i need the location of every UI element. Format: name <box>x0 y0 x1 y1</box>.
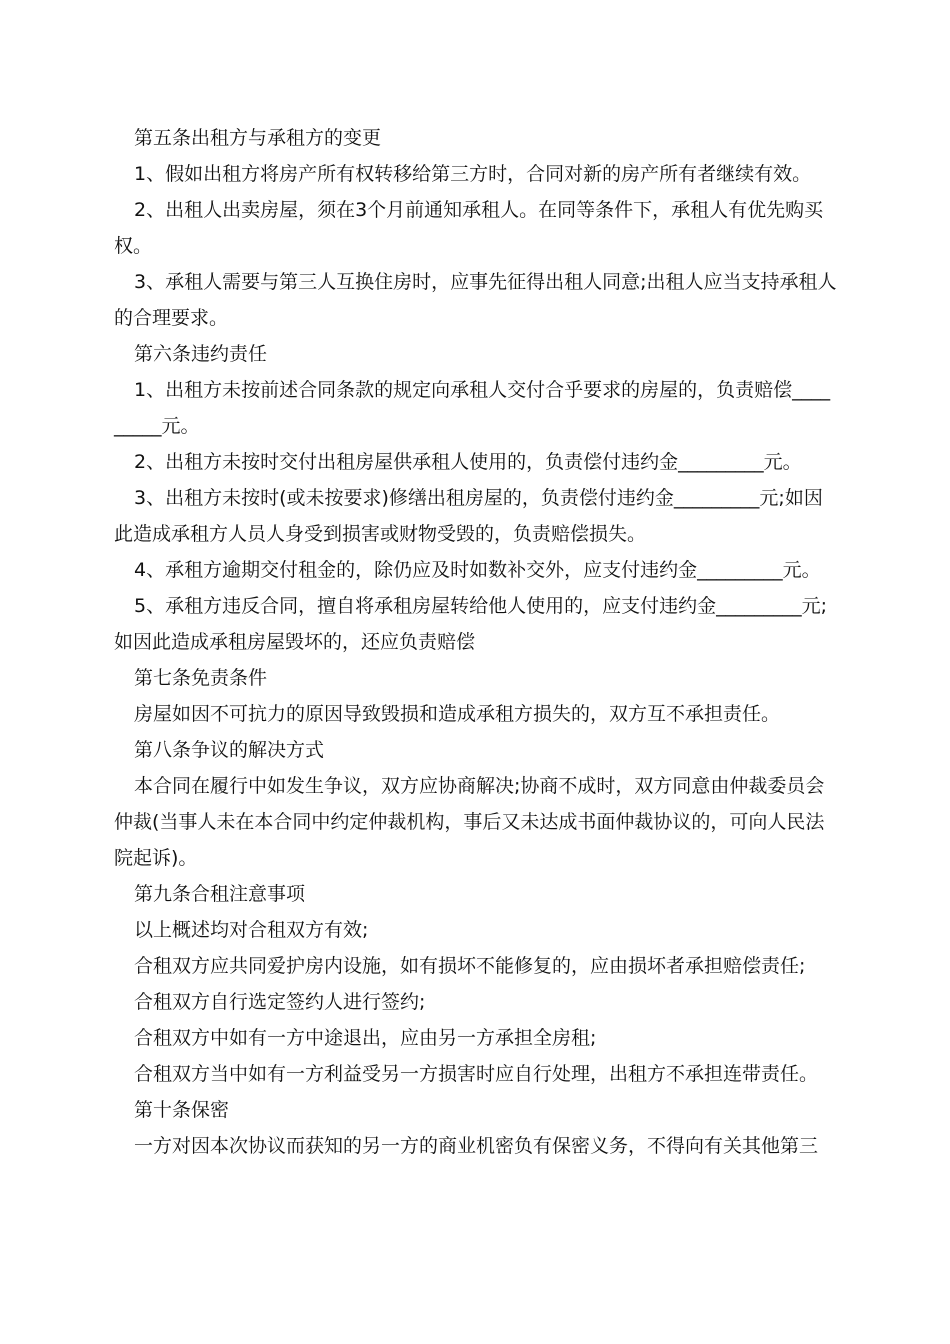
clause-paragraph: 1、假如出租方将房产所有权转移给第三方时，合同对新的房产所有者继续有效。 <box>134 163 812 185</box>
section-heading: 第六条违约责任 <box>134 343 268 365</box>
clause-paragraph: 1、出租方未按前述合同条款的规定向承租人交付合乎要求的房屋的，负责赔偿_________元。 <box>114 379 831 437</box>
clause-paragraph: 合租双方自行选定签约人进行签约; <box>134 991 426 1013</box>
clause-paragraph: 4、承租方逾期交付租金的，除仍应及时如数补交外，应支付违约金_________元。 <box>134 559 821 581</box>
section-heading: 第九条合租注意事项 <box>134 883 306 905</box>
clause-paragraph: 合租双方当中如有一方利益受另一方损害时应自行处理，出租方不承担连带责任。 <box>134 1063 819 1085</box>
clause-paragraph: 一方对因本次协议而获知的另一方的商业机密负有保密义务，不得向有关其他第三 <box>134 1135 819 1157</box>
section-heading: 第八条争议的解决方式 <box>134 739 325 761</box>
clause-paragraph: 以上概述均对合租双方有效; <box>134 919 369 941</box>
clause-paragraph: 3、承租人需要与第三人互换住房时，应事先征得出租人同意;出租人应当支持承租人的合理要求。 <box>114 271 837 329</box>
section-heading: 第十条保密 <box>134 1099 230 1121</box>
section-heading: 第五条出租方与承租方的变更 <box>134 127 382 149</box>
section-heading: 第七条免责条件 <box>134 667 268 689</box>
clause-paragraph: 2、出租人出卖房屋，须在3个月前通知承租人。在同等条件下，承租人有优先购买权。 <box>114 199 824 257</box>
clause-paragraph: 2、出租方未按时交付出租房屋供承租人使用的，负责偿付违约金_________元。 <box>134 451 802 473</box>
clause-paragraph: 5、承租方违反合同，擅自将承租房屋转给他人使用的，应支付违约金_________元;如因此造成承租房屋毁坏的，还应负责赔偿 <box>114 595 827 653</box>
clause-paragraph: 3、出租方未按时(或未按要求)修缮出租房屋的，负责偿付违约金_________元;如因此造成承租方人员人身受到损害或财物受毁的，负责赔偿损失。 <box>114 487 823 545</box>
clause-paragraph: 本合同在履行中如发生争议，双方应协商解决;协商不成时，双方同意由仲裁委员会仲裁(当事人未在本合同中约定仲裁机构，事后又未达成书面仲裁协议的，可向人民法院起诉)。 <box>114 775 825 869</box>
document-body <box>114 120 838 1164</box>
clause-paragraph: 房屋如因不可抗力的原因导致毁损和造成承租方损失的，双方互不承担责任。 <box>134 703 781 725</box>
clause-paragraph: 合租双方中如有一方中途退出，应由另一方承担全房租; <box>134 1027 597 1049</box>
clause-paragraph: 合租双方应共同爱护房内设施，如有损坏不能修复的，应由损坏者承担赔偿责任; <box>134 955 806 977</box>
